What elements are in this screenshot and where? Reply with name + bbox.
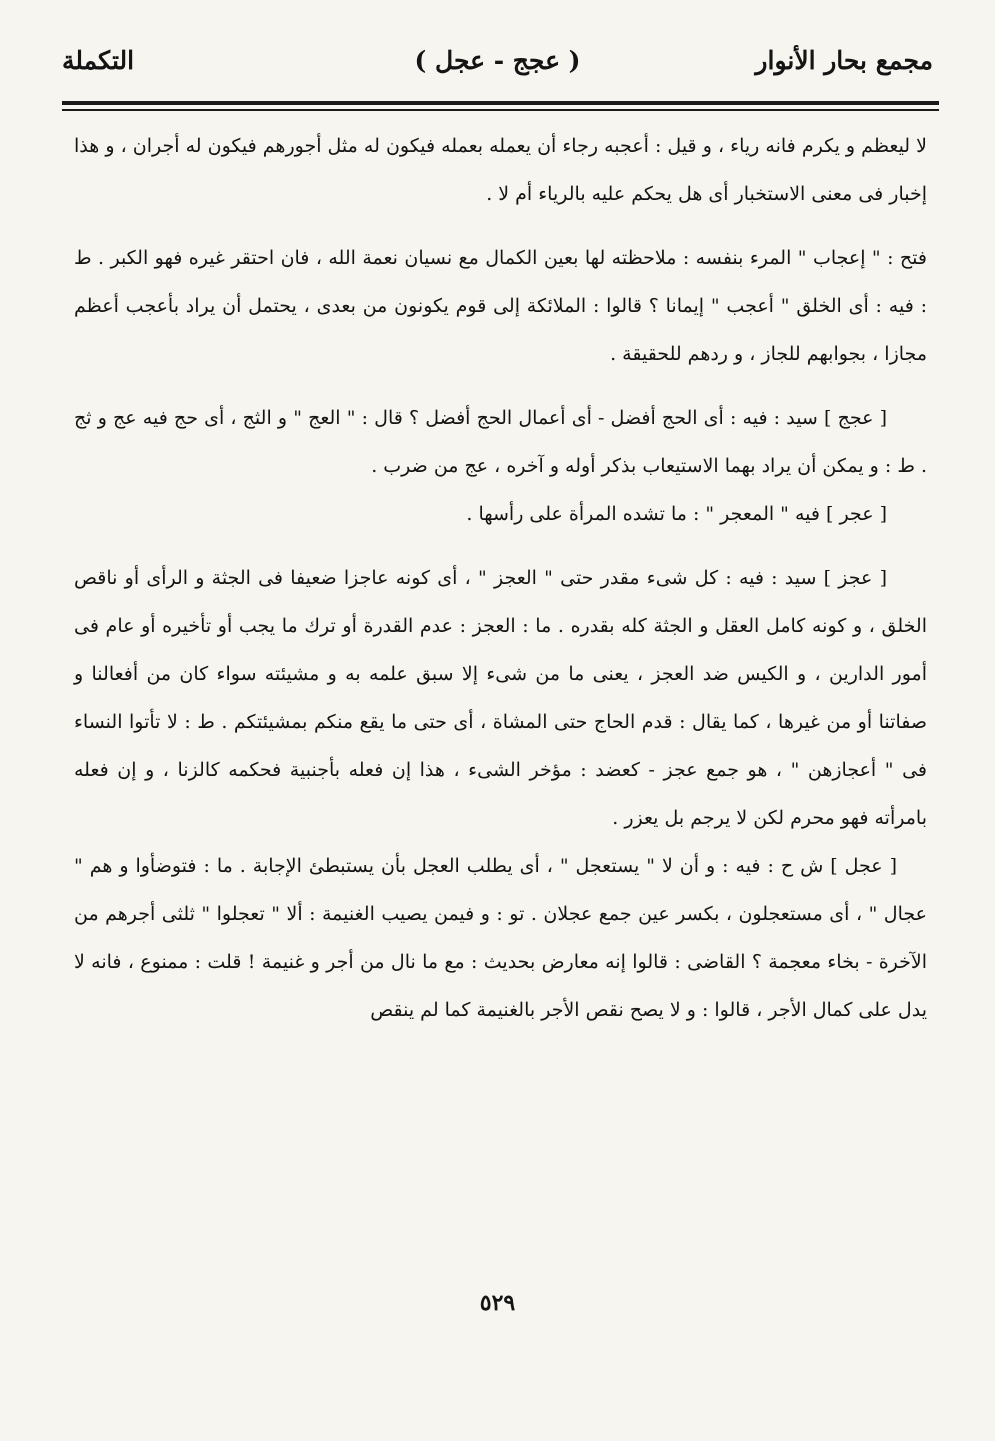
page-number: ٥٢٩ [479, 1290, 516, 1316]
main-text [74, 122, 927, 1034]
paragraph-continuation: لا ليعظم و يكرم فانه رياء ، و قيل : أعجبه رجاء أن يعمله بعمله فيكون له مثل أجورهم فيكون له أجران ، و هذا إخبار فى معنى الاستخبار أى هل يحكم عليه بالرياء أم لا . [74, 135, 927, 205]
book-title: مجمع بحار الأنوار [755, 46, 933, 75]
section-heading: ( عجج - عجل ) [414, 46, 581, 75]
paragraph-ijab: فتح : " إعجاب " المرء بنفسه : ملاحظته لها بعين الكمال مع نسيان نعمة الله ، فان احتقر غيره فهو الكبر . ط : فيه : أى الخلق " أعجب " إيمانا ؟ قالوا : الملائكة إلى قوم يكونون من بعدى ، يحتمل أن يراد بأعجب أعظم مجازا ، بجوابهم للجاز ، و ردهم للحقيقة . [74, 247, 927, 365]
entry-ajaz: [ عجز ] سيد : فيه : كل شىء مقدر حتى " العجز " ، أى كونه عاجزا ضعيفا فى الجثة و الرأى أو ناقص الخلق ، و كونه كامل العقل و الجثة كله بقدره . ما : العجز : عدم القدرة أو ترك ما يجب أو تأخيره أو عام فى أمور الدارين ، و الكيس ضد العجز ، يعنى ما من شىء إلا سبق علمه به و مشيئته سواء كان من أفعالنا و صفاتنا أو من غيرها ، كما يقال : قدم الحاج حتى المشاة ، أى حتى ما يقع منكم بمشيئتكم . ط : لا تأتوا النساء فى " أعجازهن " ، هو جمع عجز - كعضد : مؤخر الشىء ، هذا إن فعله بأجنبية فحكمه كالزنا ، و إن فعله بامرأته فهو محرم لكن لا يرجم بل يعزر . [74, 567, 927, 829]
entry-ajar: [ عجر ] فيه " المعجر " : ما تشده المرأة على رأسها . [466, 503, 887, 525]
header-rule-thin [62, 109, 939, 111]
part-label: التكملة [62, 46, 135, 75]
entry-ajaj: [ عجج ] سيد : فيه : أى الحج أفضل - أى أعمال الحج أفضل ؟ قال : " العج " و الثج ، أى حج فيه عج و ثج . ط : و يمكن أن يراد بهما الاستيعاب بذكر أوله و آخره ، عج من ضرب . [74, 407, 927, 477]
running-header [62, 40, 933, 88]
entry-ajal: [ عجل ] ش ح : فيه : و أن لا " يستعجل " ، أى يطلب العجل بأن يستبطئ الإجابة . ما : فتوضأوا و هم " عجال " ، أى مستعجلون ، بكسر عين جمع عجلان . تو : و فيمن يصيب الغنيمة : ألا " تعجلوا " ثلثى أجرهم من الآخرة - بخاء معجمة ؟ القاضى : قالوا إنه معارض بحديث : مع ما نال من أجر و غنيمة ! قلت : ممنوع ، فانه لا يدل على كمال الأجر ، قالوا : و لا يصح نقص الأجر بالغنيمة كما لم ينقص [74, 855, 927, 1021]
header-rule-thick [62, 101, 939, 105]
